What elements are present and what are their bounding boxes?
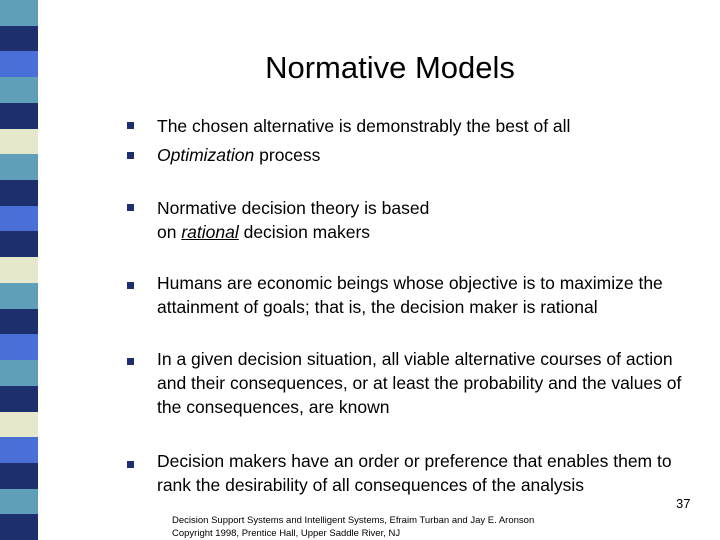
- stripe-segment: [0, 77, 38, 103]
- stripe-segment: [0, 283, 38, 309]
- stripe-segment: [0, 103, 38, 129]
- stripe-segment: [0, 257, 38, 283]
- bullet-line1: Normative decision theory is based: [157, 198, 430, 218]
- stripe-segment: [0, 360, 38, 386]
- bullet-marker: [127, 282, 137, 292]
- footer-citation: [172, 514, 592, 540]
- bullet-emphasis: rational: [181, 222, 239, 242]
- bullet-marker: [127, 204, 137, 214]
- footer-line-2: Copyright 1998, Prentice Hall, Upper Saddle River, NJ: [172, 528, 401, 539]
- stripe-segment: [0, 231, 38, 257]
- bullet-marker: [127, 152, 137, 162]
- footer-line-1: Decision Support Systems and Intelligent Systems, Efraim Turban and Jay E. Aronson: [172, 515, 535, 526]
- bullet-text-1: The chosen alternative is demonstrably the best of all: [157, 116, 571, 136]
- stripe-segment: [0, 386, 38, 412]
- bullet-emphasis: Optimization: [157, 145, 255, 165]
- stripe-segment: [0, 489, 38, 515]
- bullet-marker: [127, 358, 137, 368]
- bullet-text-5: In a given decision situation, all viable alternative courses of action and their consequences, or at least the probability and the values of the consequences, are known: [157, 349, 682, 417]
- slide-title: Normative Models: [265, 50, 515, 85]
- stripe-segment: [0, 334, 38, 360]
- stripe-segment: [0, 180, 38, 206]
- stripe-segment: [0, 514, 38, 540]
- bullet-text-3: [157, 196, 702, 244]
- bullet-line2-pre: on: [157, 222, 182, 242]
- stripe-segment: [0, 309, 38, 335]
- decorative-stripe: [0, 0, 38, 540]
- stripe-segment: [0, 51, 38, 77]
- bullet-text-4: Humans are economic beings whose objective is to maximize the attainment of goals; that is, the decision maker is rational: [157, 273, 663, 317]
- stripe-segment: [0, 463, 38, 489]
- bullet-text-6: Decision makers have an order or preference that enables them to rank the desirability of all consequences of the analysis: [157, 451, 672, 495]
- bullet-marker: [127, 122, 137, 132]
- bullet-rest: process: [254, 145, 321, 165]
- stripe-segment: [0, 154, 38, 180]
- bullet-text-2: [157, 143, 702, 167]
- stripe-segment: [0, 437, 38, 463]
- stripe-segment: [0, 0, 38, 26]
- bullet-line2-post: decision makers: [238, 222, 371, 242]
- stripe-segment: [0, 26, 38, 52]
- stripe-segment: [0, 129, 38, 155]
- page-number: 37: [676, 496, 691, 511]
- bullet-marker: [127, 461, 137, 471]
- stripe-segment: [0, 206, 38, 232]
- stripe-segment: [0, 412, 38, 438]
